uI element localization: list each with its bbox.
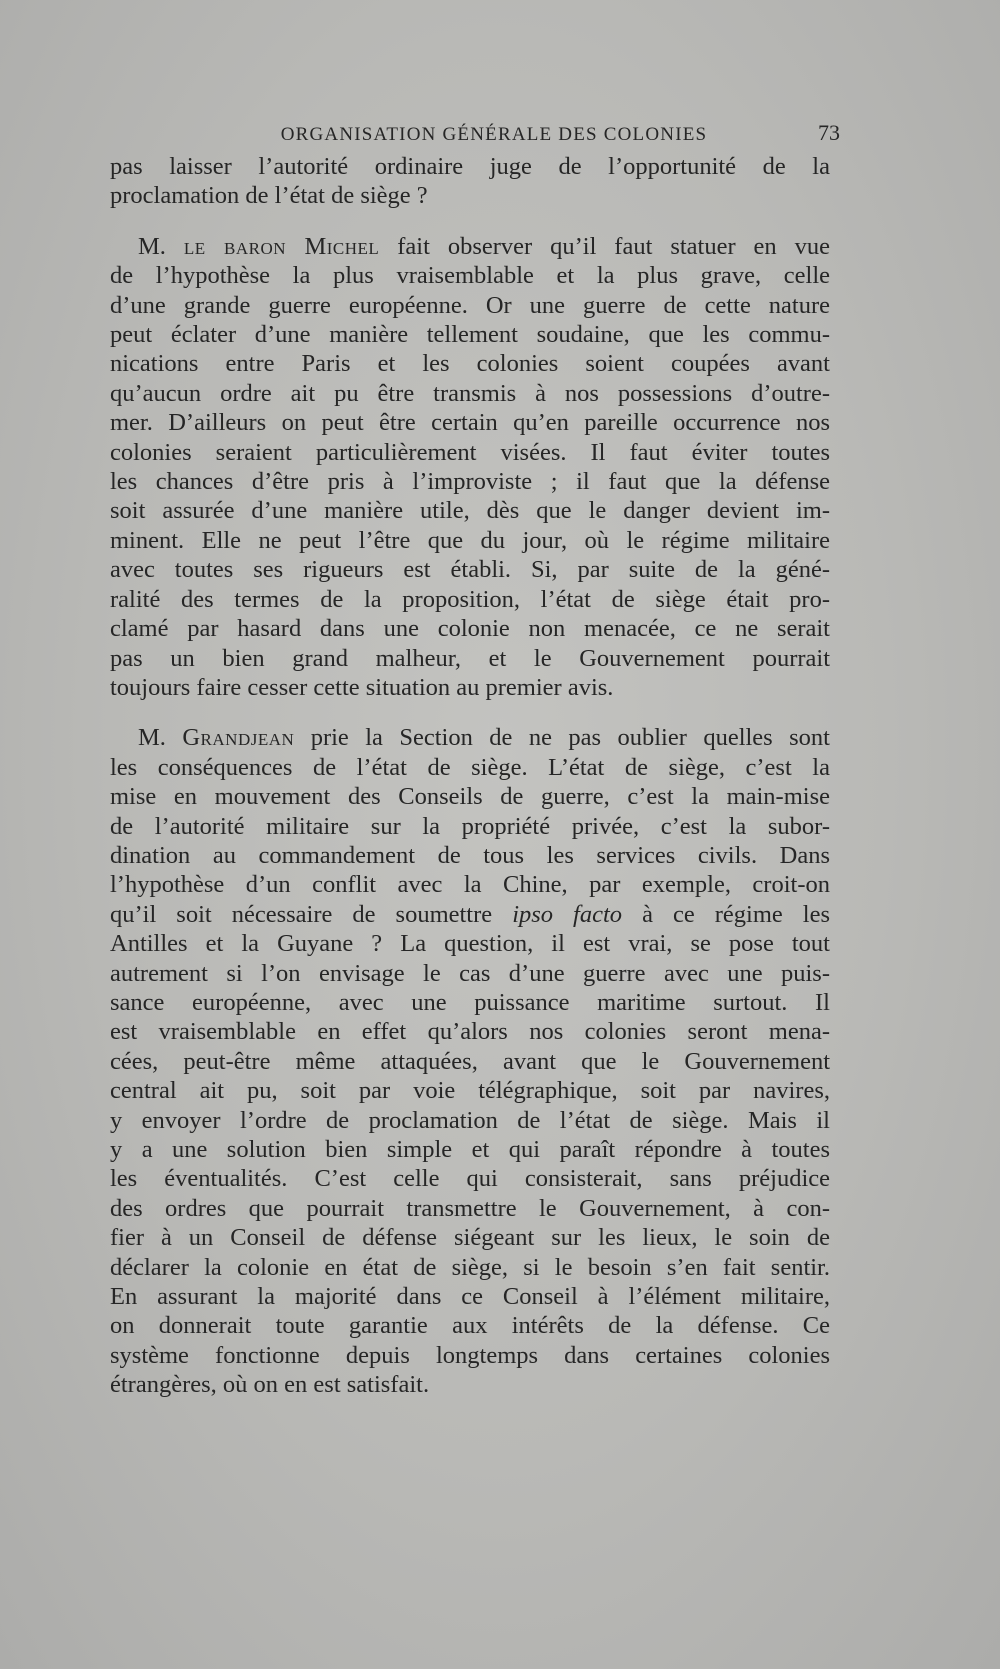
text-line: qu’il soit nécessaire de soumettre ipso facto à ce régime les	[110, 900, 830, 928]
text-line: y envoyer l’ordre de proclamation de l’état de siège. Mais il	[110, 1106, 830, 1134]
text-line: qu’aucun ordre ait pu être transmis à nos possessions d’outre-	[110, 379, 830, 407]
running-head	[110, 120, 840, 146]
text-line: on donnerait toute garantie aux intérêts de la défense. Ce	[110, 1312, 830, 1340]
text-line: fier à un Conseil de défense siégeant sur les lieux, le soin de	[110, 1224, 830, 1252]
text-line: nications entre Paris et les colonies soient coupées avant	[110, 350, 830, 378]
text-line: M. le baron Michel fait observer qu’il faut statuer en vue	[138, 232, 830, 260]
text-line: de l’hypothèse la plus vraisemblable et la plus grave, celle	[110, 262, 830, 290]
text-line: proclamation de l’état de siège ?	[110, 182, 428, 210]
text-line: peut éclater d’une manière tellement soudaine, que les commu-	[110, 321, 830, 349]
paragraph	[110, 232, 830, 703]
text-line: des ordres que pourrait transmettre le Gouvernement, à con-	[110, 1194, 830, 1222]
text-line: de l’autorité militaire sur la propriété privée, c’est la subor-	[110, 812, 830, 840]
speaker-prefix: M.	[138, 724, 183, 752]
italic-phrase: ipso facto	[512, 900, 623, 928]
text-line: pas un bien grand malheur, et le Gouvernement pourrait	[110, 644, 830, 672]
text-line: mise en mouvement des Conseils de guerre, c’est la main-mise	[110, 783, 830, 811]
text-line: ralité des termes de la proposition, l’état de siège était pro-	[110, 585, 830, 613]
paragraph	[110, 723, 830, 1399]
text-line: est vraisemblable en effet qu’alors nos colonies seront mena-	[110, 1018, 830, 1046]
text-line: Antilles et la Guyane ? La question, il est vrai, se pose tout	[110, 930, 830, 958]
text-line: les chances d’être pris à l’improviste ; il faut que la défense	[110, 468, 830, 496]
text-line: minent. Elle ne peut l’être que du jour, où le régime militaire	[110, 526, 830, 554]
text-line: les conséquences de l’état de siège. L’état de siège, c’est la	[110, 753, 830, 781]
text-line: M. Grandjean prie la Section de ne pas oublier quelles sont	[138, 724, 830, 752]
text-line: colonies seraient particulièrement visées. Il faut éviter toutes	[110, 438, 830, 466]
text-line: clamé par hasard dans une colonie non menacée, ce ne serait	[110, 615, 830, 643]
speaker-name: le baron Michel	[183, 232, 380, 260]
text-line: l’hypothèse d’un conflit avec la Chine, par exemple, croit-on	[110, 871, 830, 899]
text-line: central ait pu, soit par voie télégraphique, soit par navires,	[110, 1077, 830, 1105]
text-line: les éventualités. C’est celle qui consisterait, sans préjudice	[110, 1165, 830, 1193]
text-line: soit assurée d’une manière utile, dès que le danger devient im-	[110, 497, 830, 525]
text-line: mer. D’ailleurs on peut être certain qu’en pareille occurrence nos	[110, 409, 830, 437]
text-line: système fonctionne depuis longtemps dans certaines colonies	[110, 1341, 830, 1369]
paragraph	[110, 152, 830, 211]
text-line: cées, peut-être même attaquées, avant que le Gouvernement	[110, 1047, 830, 1075]
text-line: y a une solution bien simple et qui paraît répondre à toutes	[110, 1136, 830, 1163]
text-line: sance européenne, avec une puissance maritime surtout. Il	[110, 988, 830, 1016]
text-line: étrangères, où on en est satisfait.	[110, 1371, 430, 1399]
text-line: déclarer la colonie en état de siège, si le besoin s’en fait sentir.	[110, 1253, 830, 1281]
text-line: avec toutes ses rigueurs est établi. Si, par suite de la géné-	[110, 556, 830, 584]
text-line: En assurant la majorité dans ce Conseil à l’élément militaire,	[110, 1283, 830, 1311]
page-number: 73	[818, 120, 840, 145]
running-title: ORGANISATION GÉNÉRALE DES COLONIES	[280, 124, 708, 145]
text-line: toujours faire cesser cette situation au premier avis.	[110, 673, 614, 701]
text-line: dination au commandement de tous les services civils. Dans	[110, 841, 830, 869]
speaker-prefix: M.	[138, 232, 184, 260]
text-line: autrement si l’on envisage le cas d’une guerre avec une puis-	[110, 959, 830, 987]
paragraph-gap	[110, 211, 830, 232]
body-text	[110, 152, 830, 1400]
text-line: d’une grande guerre européenne. Or une guerre de cette nature	[110, 291, 830, 319]
paragraph-gap	[110, 702, 830, 723]
speaker-name: Grandjean	[182, 724, 295, 752]
text-line: pas laisser l’autorité ordinaire juge de l’opportunité de la	[110, 153, 830, 180]
